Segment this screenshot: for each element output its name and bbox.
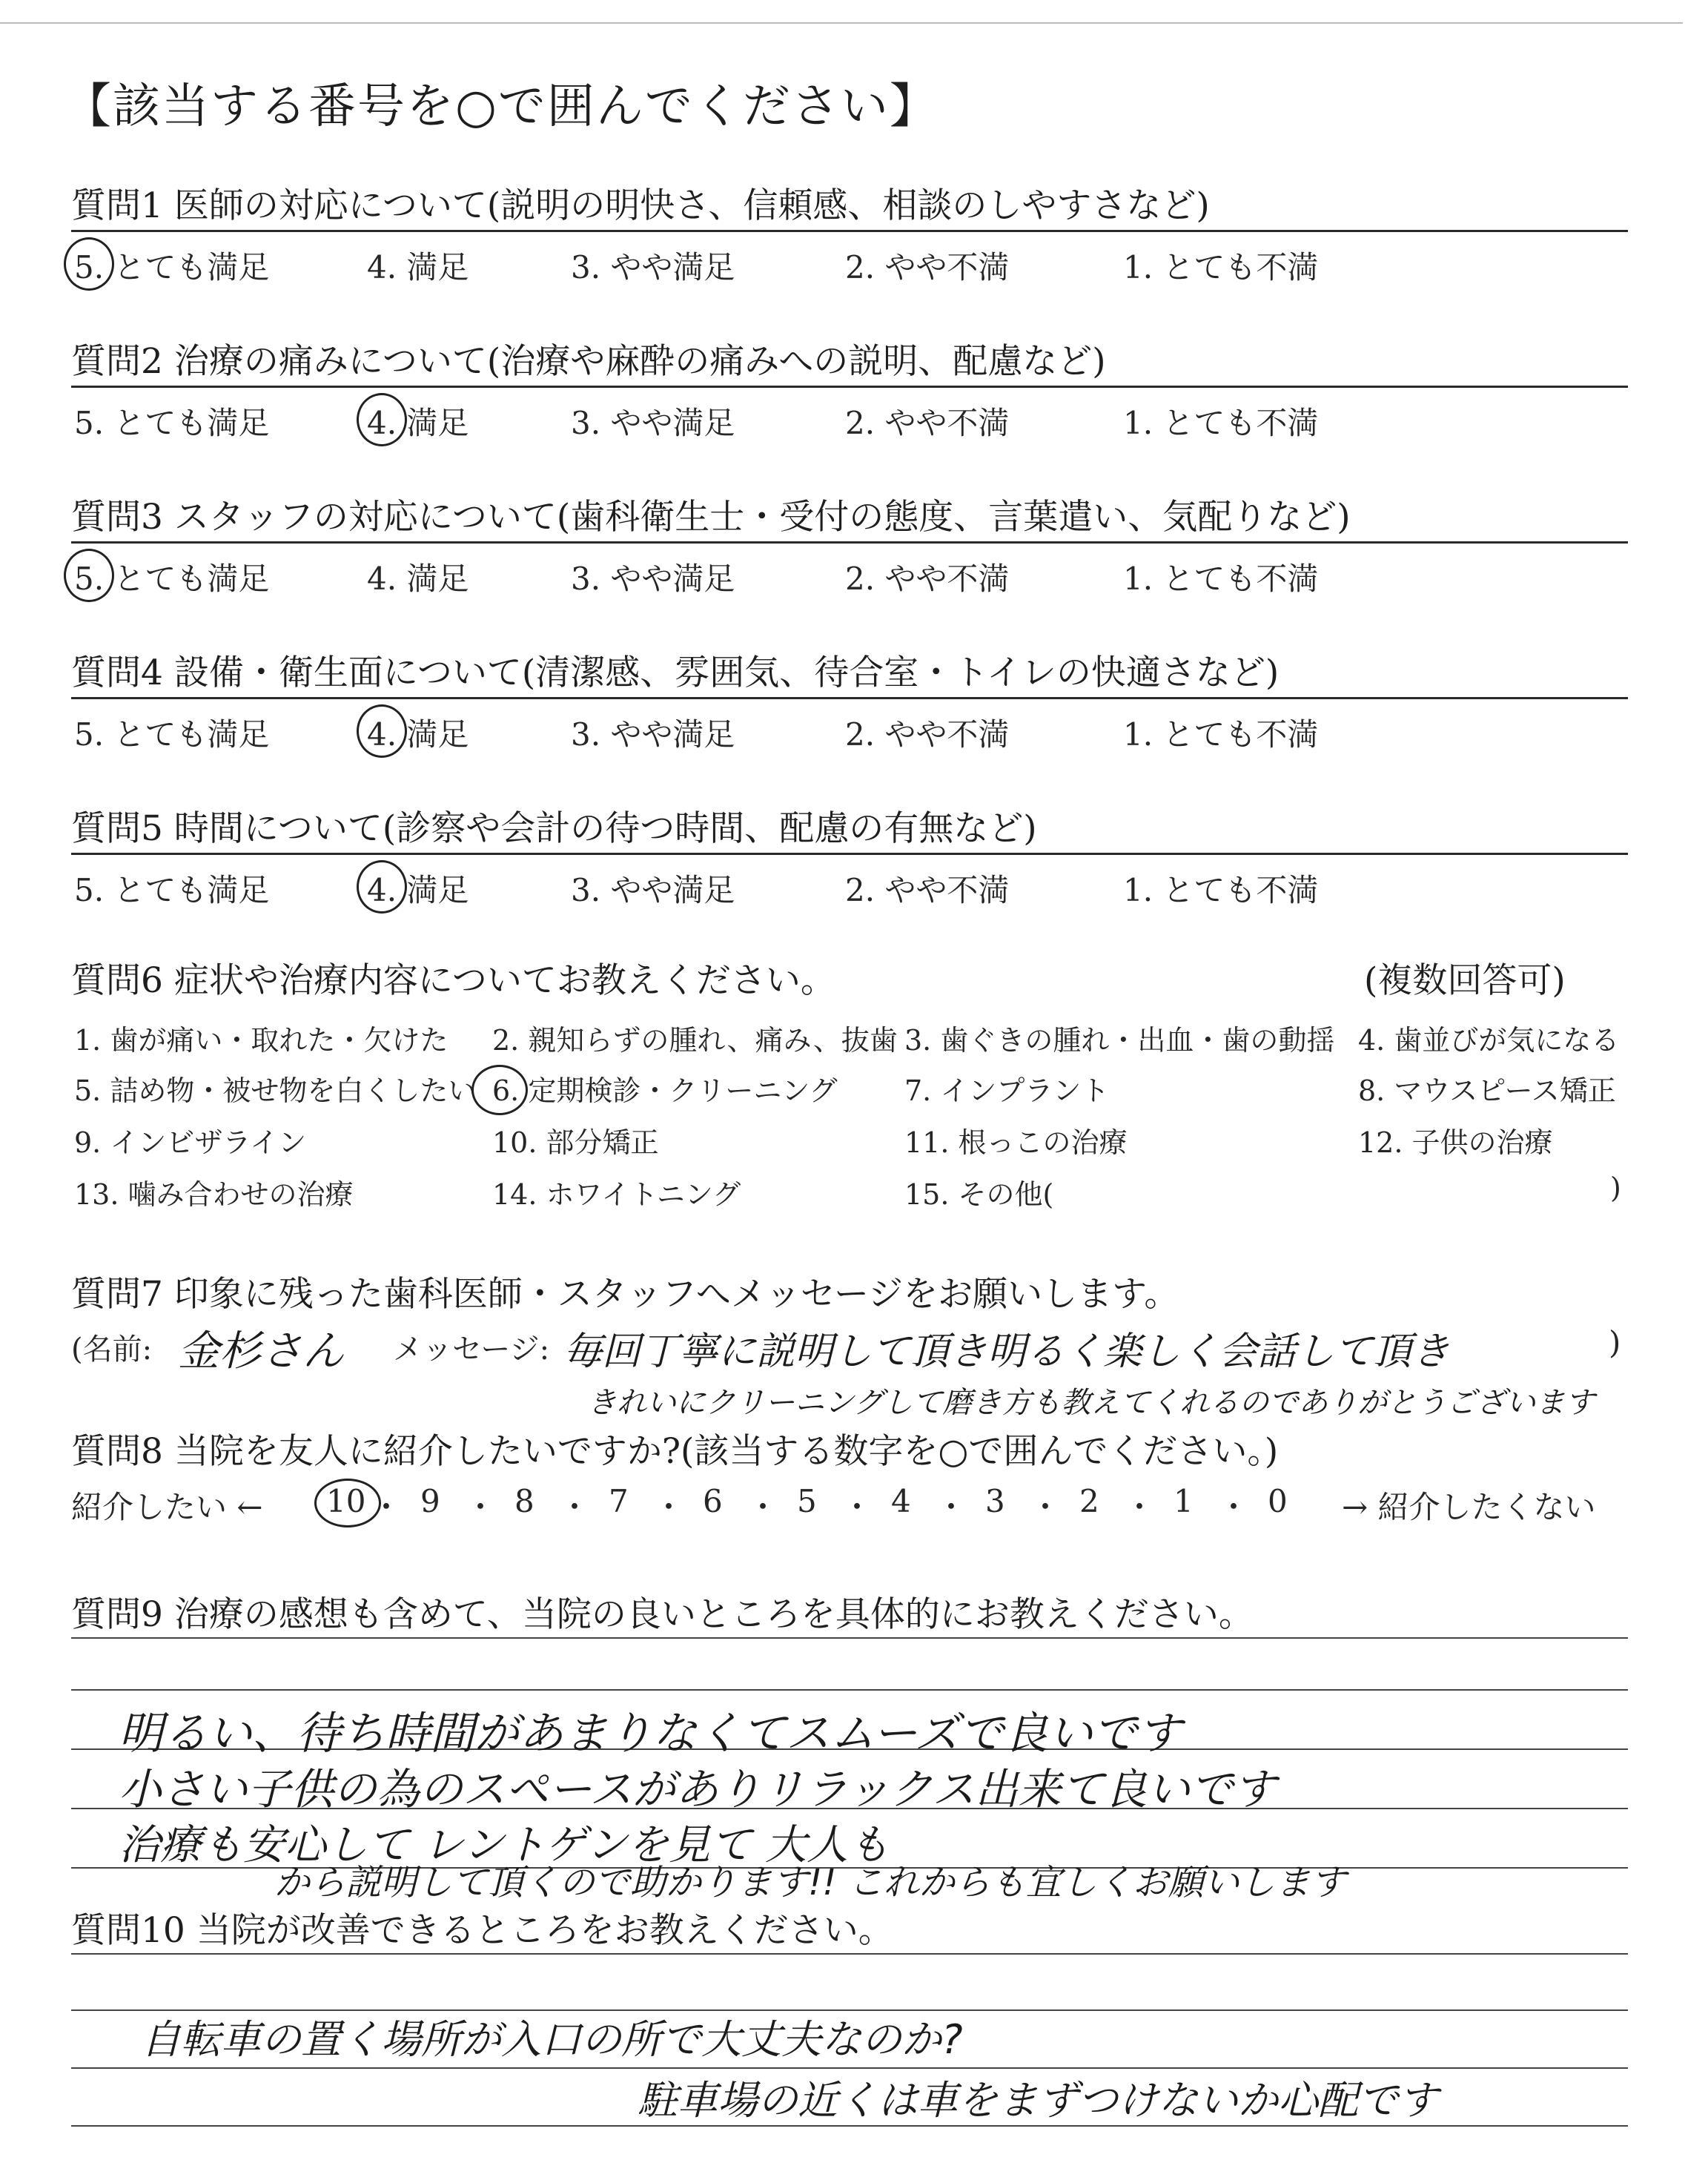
scan-top-edge [0,22,1683,24]
q5-selected-circle [357,860,407,914]
q8-scale-dot: ・ [465,1489,497,1525]
q7-title: 質問7 印象に残った歯科医師・スタッフへメッセージをお願いします。 [71,1274,1179,1315]
q2-selected-circle [357,393,407,446]
q3-option[interactable]: 2. やや不満 [845,561,1010,597]
q4-title: 質問4 設備・衛生面について(清潔感、雰囲気、待合室・トイレの快適さなど) [71,653,1280,693]
q7-message-line-1: 毎回丁寧に説明して頂き明るく楽しく会話して頂き [563,1330,1451,1374]
q6-option[interactable]: 1. 歯が痛い・取れた・欠けた [74,1024,448,1057]
q8-scale-dot: ・ [936,1489,967,1525]
q6-option[interactable]: 12. 子供の治療 [1358,1126,1553,1159]
q8-scale-number[interactable]: 3 [985,1483,1005,1519]
q6-option[interactable]: 14. ホワイトニング [492,1178,741,1211]
q10-answer-line: 駐車場の近くは車をまずつけないか心配です [638,2077,1438,2124]
q1-option[interactable]: 4. 満足 [367,249,469,285]
q8-title: 質問8 当院を友人に紹介したいですか?(該当する数字を○で囲んでください。) [71,1431,1279,1472]
q5-option[interactable]: 2. やや不満 [845,872,1010,908]
q8-scale-number[interactable]: 5 [797,1483,817,1519]
q9-rule [71,1689,1628,1691]
q3-option[interactable]: 3. やや満足 [571,561,735,597]
q8-scale-number[interactable]: 1 [1174,1483,1194,1519]
q3-title: 質問3 スタッフの対応について(歯科衛生士・受付の態度、言葉遣い、気配りなど) [71,497,1351,538]
q6-option[interactable]: 5. 詰め物・被せ物を白くしたい [74,1074,477,1107]
q4-option[interactable]: 1. とても不満 [1123,716,1319,753]
q2-option[interactable]: 1. とても不満 [1123,405,1319,441]
q9-answer-line: から説明して頂くので助かります!! これからも宜しくお願いします [274,1862,1346,1903]
q2-option[interactable]: 4. 満足 [367,405,469,441]
q9-rule [71,1637,1628,1639]
q6-title: 質問6 症状や治療内容についてお教えください。 [71,960,835,1001]
q5-option[interactable]: 3. やや満足 [571,872,735,908]
q8-scale-number[interactable]: 9 [420,1483,440,1519]
q1-option[interactable]: 1. とても不満 [1123,249,1319,285]
q4-option[interactable]: 2. やや不満 [845,716,1010,753]
q10-title: 質問10 当院が改善できるところをお教えください。 [71,1910,893,1951]
q6-option[interactable]: 15. その他( [904,1178,1054,1211]
q4-option[interactable]: 3. やや満足 [571,716,735,753]
q6-option[interactable]: 4. 歯並びが気になる [1358,1024,1620,1057]
q3-rule [71,541,1628,544]
q6-option[interactable]: 9. インビザライン [74,1126,307,1159]
q6-option[interactable]: 3. 歯ぐきの腫れ・出血・歯の動揺 [904,1024,1335,1057]
q8-scale-dot: ・ [1124,1489,1156,1525]
q2-title: 質問2 治療の痛みについて(治療や麻酔の痛みへの説明、配慮など) [71,341,1106,382]
q1-option[interactable]: 5. とても満足 [74,249,270,285]
q4-rule [71,697,1628,699]
q4-option[interactable]: 4. 満足 [367,716,469,753]
q8-scale-dot: ・ [1030,1489,1062,1525]
q6-option[interactable]: 8. マウスピース矯正 [1358,1074,1616,1107]
q2-rule [71,386,1628,388]
q1-rule [71,230,1628,232]
q5-rule [71,853,1628,855]
q7-message-label: メッセージ: [393,1332,550,1367]
q7-name-value: 金杉さん [178,1327,344,1375]
q8-scale-number[interactable]: 10 [326,1483,366,1519]
q6-option[interactable]: 13. 噛み合わせの治療 [74,1178,354,1211]
q8-scale-dot: ・ [371,1489,403,1525]
q6-option[interactable]: 2. 親知らずの腫れ、痛み、抜歯 [492,1024,898,1057]
q8-scale-number[interactable]: 0 [1268,1483,1288,1519]
q8-left-label: 紹介したい ← [71,1489,263,1525]
q3-option[interactable]: 4. 満足 [367,561,469,597]
q1-selected-circle [64,237,114,291]
q1-option[interactable]: 2. やや不満 [845,249,1010,285]
q8-scale-dot: ・ [841,1489,873,1525]
q9-answer-line: 治療も安心して レントゲンを見て 大人も [119,1821,890,1869]
q8-scale-number[interactable]: 8 [514,1483,534,1519]
q9-title: 質問9 治療の感想も含めて、当院の良いところを具体的にお教えください。 [71,1594,1254,1635]
q7-close-paren: ) [1609,1324,1621,1361]
q6-option: ) [1610,1172,1621,1204]
q7-message-line-2: きれいにクリーニングして磨き方も教えてくれるのでありがとうございます [587,1386,1595,1420]
q3-selected-circle [64,549,114,602]
q1-option[interactable]: 3. やや満足 [571,249,735,285]
q6-option[interactable]: 11. 根っこの治療 [904,1126,1128,1159]
q3-option[interactable]: 1. とても不満 [1123,561,1319,597]
q4-selected-circle [357,704,407,758]
q8-scale-number[interactable]: 6 [703,1483,723,1519]
q5-title: 質問5 時間について(診察や会計の待つ時間、配慮の有無など) [71,808,1037,849]
q2-option[interactable]: 5. とても満足 [74,405,270,441]
q6-option[interactable]: 6. 定期検診・クリーニング [492,1074,838,1107]
q8-right-label: → 紹介したくない [1342,1489,1596,1525]
q5-option[interactable]: 1. とても不満 [1123,872,1319,908]
q8-scale-dot: ・ [1218,1489,1250,1525]
q3-option[interactable]: 5. とても満足 [74,561,270,597]
q10-rule [71,1953,1628,1955]
q8-scale-dot: ・ [559,1489,591,1525]
q5-option[interactable]: 5. とても満足 [74,872,270,908]
q8-scale-dot: ・ [747,1489,779,1525]
q8-scale-number[interactable]: 4 [891,1483,911,1519]
page-title: 【該当する番号を○で囲んでください】 [64,79,939,134]
q2-option[interactable]: 3. やや満足 [571,405,735,441]
q8-scale-dot: ・ [653,1489,685,1525]
q8-scale-number[interactable]: 2 [1079,1483,1099,1519]
q9-answer-line: 明るい、待ち時間があまりなくてスムーズで良いです [119,1708,1182,1760]
q6-selected-circle [471,1065,528,1115]
q5-option[interactable]: 4. 満足 [367,872,469,908]
q6-option[interactable]: 7. インプラント [904,1074,1110,1107]
q6-note: (複数回答可) [1364,960,1566,1001]
q4-option[interactable]: 5. とても満足 [74,716,270,753]
q7-name-label: (名前: [71,1332,153,1367]
q10-answer-line: 自転車の置く場所が入口の所で大丈夫なのか? [141,2016,963,2063]
q6-option[interactable]: 10. 部分矯正 [492,1126,659,1159]
q8-scale-number[interactable]: 7 [609,1483,629,1519]
q9-answer-line: 小さい子供の為のスペースがありリラックス出来て良いです [119,1764,1277,1814]
q2-option[interactable]: 2. やや不満 [845,405,1010,441]
q1-title: 質問1 医師の対応について(説明の明快さ、信頼感、相談のしやすさなど) [71,185,1210,226]
q8-selected-circle [314,1479,381,1527]
